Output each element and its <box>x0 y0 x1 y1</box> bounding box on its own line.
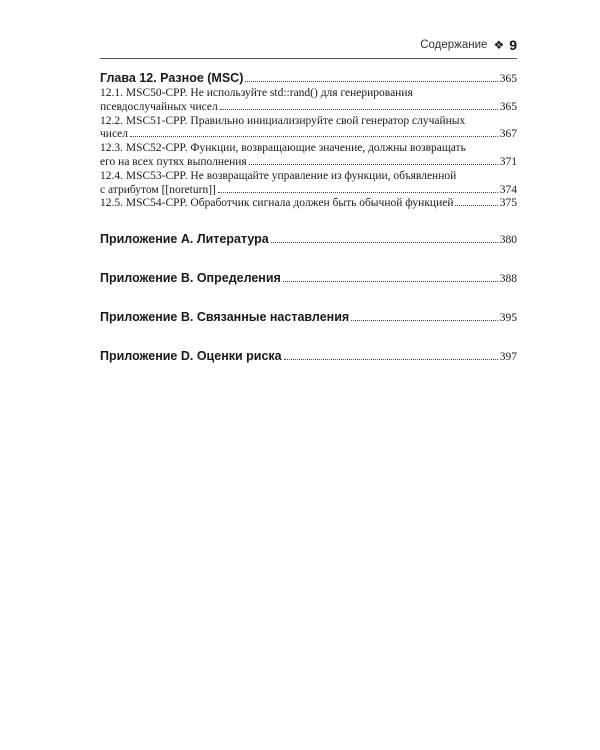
dot-leader <box>351 320 498 321</box>
dot-leader <box>283 281 498 282</box>
section-title-line1: 12.2. MSC51-CPP. Правильно инициализируйте свой генератор случайных <box>100 114 466 127</box>
appendix-page: 388 <box>499 273 517 286</box>
appendix-page: 397 <box>499 351 517 364</box>
appendix-page: 395 <box>499 312 517 325</box>
section-title-line2: чисел <box>100 128 129 141</box>
section-page: 367 <box>499 128 517 141</box>
toc-section-12-3[interactable] <box>100 142 517 170</box>
section-page: 375 <box>499 197 517 210</box>
section-page: 371 <box>499 155 517 168</box>
dot-leader <box>130 136 498 137</box>
appendix-title: Приложение D. Оценки риска <box>100 349 282 364</box>
dot-leader <box>218 192 498 193</box>
page-number: 9 <box>509 37 517 53</box>
toc-appendix-b[interactable] <box>100 270 517 287</box>
toc-section-12-5[interactable] <box>100 197 517 211</box>
section-title-line2: с атрибутом [[noreturn]] <box>100 183 216 196</box>
appendix-title: Приложение А. Литература <box>100 232 269 247</box>
section-title-line2: псевдослучайных чисел <box>100 100 218 113</box>
toc-section-12-2[interactable] <box>100 115 517 143</box>
toc-appendix-d[interactable] <box>100 348 517 365</box>
section-title-line1: 12.1. MSC50-CPP. Не используйте std::rand() для генерирования <box>100 87 413 99</box>
section-title: 12.5. MSC54-CPP. Обработчик сигнала должен быть обычной функцией <box>100 197 454 210</box>
section-page: 374 <box>499 183 517 196</box>
dot-leader <box>455 205 497 206</box>
section-title-line1: 12.3. MSC52-CPP. Функции, возвращающие значение, должны возвращать <box>100 142 466 155</box>
section-title-line2: его на всех путях выполнения <box>100 155 247 168</box>
dot-leader <box>249 164 498 165</box>
section-page: 365 <box>499 100 517 113</box>
toc-section-12-4[interactable] <box>100 170 517 198</box>
appendix-title: Приложение В. Определения <box>100 271 281 286</box>
toc-chapter-12[interactable] <box>100 70 517 87</box>
chapter-title: Глава 12. Разное (MSC) <box>100 71 244 85</box>
dot-leader <box>220 109 498 110</box>
appendix-page: 380 <box>499 234 517 247</box>
dot-leader <box>284 359 498 360</box>
dot-leader <box>271 242 498 243</box>
section-title-line1: 12.4. MSC53-CPP. Не возвращайте управление из функции, объявленной <box>100 169 457 182</box>
table-of-contents <box>100 70 517 387</box>
toc-section-12-1[interactable] <box>100 87 517 115</box>
header-title: Содержание <box>420 39 488 51</box>
dot-leader <box>245 81 497 82</box>
diamond-ornament-icon: ❖ <box>493 38 505 52</box>
appendix-title: Приложение В. Связанные наставления <box>100 310 350 325</box>
running-header <box>100 32 517 59</box>
toc-appendix-a[interactable] <box>100 231 517 248</box>
toc-appendix-c[interactable] <box>100 309 517 326</box>
chapter-page: 365 <box>499 73 517 85</box>
